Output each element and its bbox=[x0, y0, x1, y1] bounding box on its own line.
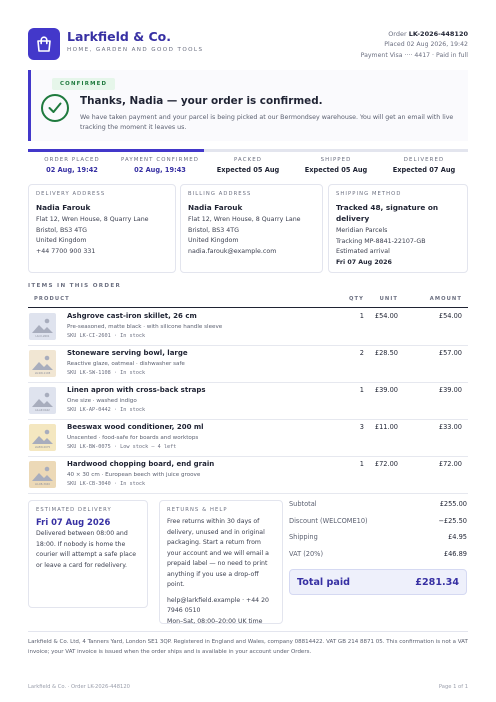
product-qty: 2 bbox=[359, 349, 364, 357]
returns-text: Free returns within 30 days of delivery, unused and in original packaging. Start a return from your account and we will email a prepaid label — no need to print anything if you use a drop-off point. bbox=[167, 518, 269, 588]
product-description: Pre-seasoned, matte black · with silicone handle sleeve bbox=[67, 324, 223, 330]
product-unit-price: £72.00 bbox=[374, 460, 398, 468]
order-number-value: LK-2026-448120 bbox=[408, 30, 468, 38]
order-number bbox=[388, 30, 468, 38]
carrier-name: Meridian Parcels bbox=[336, 227, 388, 234]
total-paid-value: £281.34 bbox=[415, 576, 459, 588]
step-value: 02 Aug, 19:42 bbox=[46, 166, 98, 174]
progress-step bbox=[28, 157, 116, 174]
product-amount: £57.00 bbox=[438, 349, 462, 357]
items-section-title: ITEMS IN THIS ORDER bbox=[28, 283, 122, 289]
footer-page-number: Page 1 of 1 bbox=[438, 684, 468, 690]
estimated-delivery-text: Delivered between 08:00 and 18:00. If nobody is home the courier will attempt a safe place or leave a card for redelivery. bbox=[36, 530, 137, 569]
shopping-bag-icon bbox=[35, 35, 53, 53]
product-thumbnail bbox=[29, 313, 56, 340]
address-line: Bristol, BS3 4TG bbox=[36, 226, 87, 234]
column-header-amount: AMOUNT bbox=[429, 296, 462, 302]
product-unit-price: £11.00 bbox=[374, 423, 398, 431]
billing-name: Nadia Farouk bbox=[188, 203, 243, 212]
arrival-label: Estimated arrival bbox=[336, 248, 390, 255]
billing-address-card bbox=[180, 184, 323, 273]
progress-fill bbox=[28, 149, 204, 152]
delivery-address-card bbox=[28, 184, 176, 273]
address-line: United Kingdom bbox=[188, 237, 239, 244]
table-row bbox=[28, 457, 468, 494]
step-label: ORDER PLACED bbox=[44, 157, 100, 163]
legal-notice: Larkfield & Co. Ltd, 4 Tanners Yard, London SE1 3QP. Registered in England and Wales, company 08814422. VAT GB 214 8871 05. This confirmation is not a VAT invoice; your VAT invoice is issued when the order ships and is available in your account under Orders. bbox=[28, 639, 468, 655]
product-qty: 1 bbox=[359, 312, 364, 320]
product-thumbnail bbox=[29, 387, 56, 414]
confirmation-title: Thanks, Nadia — your order is confirmed. bbox=[80, 95, 323, 107]
tracking-number[interactable]: Tracking MP-8841-22107-GB bbox=[336, 237, 426, 245]
product-amount: £54.00 bbox=[438, 312, 462, 320]
product-qty: 1 bbox=[359, 460, 364, 468]
table-header-rule bbox=[28, 307, 468, 308]
product-sku: SKU LK-BW-0075 · Low stock — 4 left bbox=[67, 444, 177, 450]
returns-help-box bbox=[159, 500, 283, 624]
product-amount: £72.00 bbox=[438, 460, 462, 468]
totals-line bbox=[289, 533, 467, 550]
address-line: Bristol, BS3 4TG bbox=[188, 226, 239, 234]
shipping-method-card bbox=[328, 184, 468, 273]
table-row bbox=[28, 383, 468, 420]
product-qty: 3 bbox=[359, 423, 364, 431]
payment-summary: Payment Visa ···· 4417 · Paid in full bbox=[360, 52, 468, 59]
thumbnail-caption: LK-CB-3040 bbox=[35, 483, 50, 486]
product-name[interactable]: Ashgrove cast-iron skillet, 26 cm bbox=[67, 312, 197, 320]
help-contact[interactable]: help@larkfield.example · +44 20 7946 0510 bbox=[167, 596, 269, 614]
totals-line-value: £255.00 bbox=[439, 500, 467, 508]
progress-step bbox=[204, 157, 292, 174]
progress-step bbox=[292, 157, 380, 174]
totals-line-label: Discount (WELCOME10) bbox=[289, 516, 368, 525]
progress-step bbox=[380, 157, 468, 174]
product-description: Reactive glaze, oatmeal · dishwasher safe bbox=[67, 361, 185, 367]
progress-step bbox=[116, 157, 204, 174]
table-row bbox=[28, 346, 468, 383]
product-unit-price: £54.00 bbox=[374, 312, 398, 320]
totals-line-value: £4.95 bbox=[448, 533, 467, 541]
step-label: PAYMENT CONFIRMED bbox=[121, 157, 199, 163]
arrival-date: Fri 07 Aug 2026 bbox=[336, 258, 392, 266]
confirmation-text: We have taken payment and your parcel is being picked at our Bermondsey warehouse. You will get an email with live tracking the moment it leaves us. bbox=[80, 114, 454, 131]
totals-line-label: Shipping bbox=[289, 533, 318, 541]
thumbnail-caption: LK-BW-0075 bbox=[34, 446, 51, 449]
step-value: Expected 05 Aug bbox=[216, 166, 280, 174]
brand-tagline: HOME, GARDEN AND GOOD TOOLS bbox=[67, 47, 204, 53]
order-label: Order bbox=[388, 30, 407, 38]
help-hours: Mon–Sat, 08:00–20:00 UK time bbox=[167, 617, 263, 625]
brand-logo bbox=[28, 28, 60, 60]
shipping-method: Tracked 48, signature on delivery bbox=[336, 203, 439, 223]
totals-line-label: VAT (20%) bbox=[289, 549, 324, 558]
totals-line-value: £46.89 bbox=[443, 549, 467, 558]
table-row bbox=[28, 420, 468, 457]
step-label: SHIPPED bbox=[320, 157, 352, 163]
box-label: ESTIMATED DELIVERY bbox=[36, 507, 112, 513]
product-thumbnail bbox=[29, 350, 56, 377]
product-amount: £39.00 bbox=[438, 386, 462, 394]
column-header-unit: UNIT bbox=[379, 296, 398, 302]
product-sku: SKU LK-CI-2601 · In stock bbox=[67, 333, 146, 339]
product-sku: SKU LK-CB-3040 · In stock bbox=[67, 481, 146, 487]
totals-line-value: −£25.50 bbox=[438, 516, 467, 525]
column-header-qty: QTY bbox=[348, 296, 364, 302]
phone-number: +44 7700 900 331 bbox=[36, 247, 96, 255]
product-thumbnail bbox=[29, 424, 56, 451]
product-name[interactable]: Beeswax wood conditioner, 200 ml bbox=[67, 423, 204, 431]
table-row bbox=[28, 309, 468, 346]
totals-line bbox=[289, 550, 467, 567]
product-description: Unscented · food-safe for boards and worktops bbox=[67, 435, 199, 441]
total-paid-label: Total paid bbox=[297, 576, 351, 588]
thumbnail-caption: LK-CI-2601 bbox=[35, 335, 50, 338]
column-header-product: PRODUCT bbox=[34, 296, 70, 302]
product-sku: SKU LK-AP-0442 · In stock bbox=[67, 407, 146, 413]
step-label: DELIVERED bbox=[403, 157, 445, 163]
step-label: PACKED bbox=[234, 157, 262, 163]
card-label: BILLING ADDRESS bbox=[188, 191, 252, 197]
step-value: Expected 07 Aug bbox=[392, 166, 456, 174]
brand-name: Larkfield & Co. bbox=[67, 29, 171, 44]
address-line: Flat 12, Wren House, 8 Quarry Lane bbox=[188, 216, 301, 223]
address-line: Flat 12, Wren House, 8 Quarry Lane bbox=[36, 216, 149, 223]
box-label: RETURNS & HELP bbox=[167, 507, 228, 513]
totals-line bbox=[289, 500, 467, 517]
recipient-name: Nadia Farouk bbox=[36, 203, 91, 212]
product-thumbnail bbox=[29, 461, 56, 488]
product-name[interactable]: Stoneware serving bowl, large bbox=[67, 349, 188, 357]
totals-line bbox=[289, 517, 467, 534]
step-value: Expected 05 Aug bbox=[304, 166, 368, 174]
product-qty: 1 bbox=[359, 386, 364, 394]
product-description: One size · washed indigo bbox=[67, 398, 137, 404]
footer-order-ref: Larkfield & Co. · Order LK-2026-448120 bbox=[28, 684, 130, 690]
total-paid bbox=[289, 569, 467, 595]
product-amount: £33.00 bbox=[438, 423, 462, 431]
product-description: 40 × 30 cm · European beech with juice groove bbox=[67, 472, 201, 478]
card-label: SHIPPING METHOD bbox=[336, 191, 402, 197]
order-totals bbox=[289, 500, 467, 566]
product-name[interactable]: Hardwood chopping board, end grain bbox=[67, 460, 215, 468]
order-placed-date: Placed 02 Aug 2026, 19:42 bbox=[384, 41, 468, 48]
estimated-delivery-box bbox=[28, 500, 148, 608]
totals-line-label: Subtotal bbox=[289, 500, 317, 508]
product-name[interactable]: Linen apron with cross-back straps bbox=[67, 386, 206, 394]
legal-divider bbox=[28, 631, 468, 632]
estimated-delivery-date: Fri 07 Aug 2026 bbox=[36, 517, 111, 527]
card-label: DELIVERY ADDRESS bbox=[36, 191, 106, 197]
status-badge: CONFIRMED bbox=[52, 78, 115, 90]
product-unit-price: £39.00 bbox=[374, 386, 398, 394]
thumbnail-caption: LK-SW-1108 bbox=[34, 372, 51, 375]
product-unit-price: £28.50 bbox=[374, 349, 398, 357]
product-sku: SKU LK-SW-1108 · In stock bbox=[67, 370, 146, 376]
email-address: nadia.farouk@example.com bbox=[188, 247, 277, 255]
step-value: 02 Aug, 19:43 bbox=[134, 166, 186, 174]
check-circle-icon bbox=[41, 94, 69, 122]
address-line: United Kingdom bbox=[36, 237, 87, 244]
thumbnail-caption: LK-AP-0442 bbox=[35, 409, 50, 412]
